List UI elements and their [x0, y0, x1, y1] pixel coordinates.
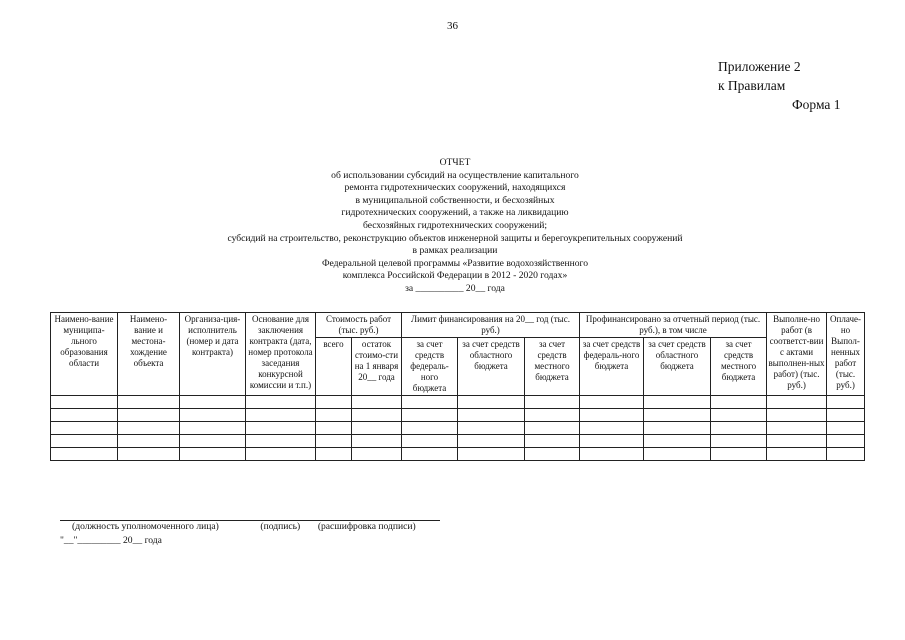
table-cell: [118, 448, 180, 461]
table-row: [51, 422, 865, 435]
table-cell: [118, 409, 180, 422]
table-cell: [458, 422, 525, 435]
table-cell: [580, 409, 644, 422]
appendix-block: [718, 57, 841, 114]
table-cell: [402, 396, 458, 409]
table-cell: [711, 422, 767, 435]
form-label: Форма 1: [792, 97, 841, 112]
table-cell: [525, 396, 580, 409]
title-line: ОТЧЕТ: [439, 157, 471, 168]
page-number: 36: [447, 20, 458, 32]
header-limit-federal: за счет средств федераль-ного бюджета: [402, 338, 458, 396]
table-cell: [644, 422, 711, 435]
table-cell: [525, 448, 580, 461]
title-line: об использовании субсидий на осуществление капитального: [331, 169, 579, 181]
table-cell: [580, 422, 644, 435]
report-table: [50, 312, 865, 461]
header-contractor: Организа-ция-исполнитель (номер и дата контракта): [180, 313, 246, 396]
table-cell: [827, 448, 865, 461]
table-cell: [458, 435, 525, 448]
table-cell: [580, 435, 644, 448]
table-row: [51, 435, 865, 448]
table-cell: [180, 396, 246, 409]
table-cell: [580, 396, 644, 409]
header-fin-federal: за счет средств федераль-ного бюджета: [580, 338, 644, 396]
table-row: [51, 448, 865, 461]
header-object: Наимено-вание и местона-хождение объекта: [118, 313, 180, 396]
signature-label: (подпись): [260, 521, 301, 532]
table-cell: [180, 422, 246, 435]
header-municipality: Наимено-вание муниципа-льного образования области: [51, 313, 118, 396]
report-title: [150, 157, 760, 296]
table-cell: [402, 435, 458, 448]
title-line: ремонта гидротехнических сооружений, находящихся: [344, 182, 566, 194]
table-cell: [180, 448, 246, 461]
table-cell: [118, 435, 180, 448]
title-line: в муниципальной собственности, и бесхозяйных: [355, 194, 555, 206]
title-line: гидротехнических сооружений, а также на ликвидацию: [341, 207, 569, 219]
table-cell: [51, 422, 118, 435]
table-cell: [316, 409, 352, 422]
position-label: (должность уполномоченного лица): [72, 521, 219, 532]
header-cost-total: всего: [316, 338, 352, 396]
table-cell: [767, 435, 827, 448]
table-cell: [402, 448, 458, 461]
table-cell: [118, 396, 180, 409]
table-cell: [352, 396, 402, 409]
table-cell: [51, 435, 118, 448]
table-cell: [180, 435, 246, 448]
table-cell: [316, 422, 352, 435]
table-cell: [711, 396, 767, 409]
table-cell: [644, 396, 711, 409]
table-cell: [458, 396, 525, 409]
title-line: Федеральной целевой программы «Развитие водохозяйственного: [321, 257, 589, 269]
signature-labels: [72, 521, 416, 532]
title-line: в рамках реализации: [412, 245, 498, 257]
table-cell: [246, 396, 316, 409]
header-basis: Основание для заключения контракта (дата, номер протокола заседания конкурсной комиссии и т.п.): [246, 313, 316, 396]
table-cell: [827, 435, 865, 448]
header-completed: Выполне-но работ (в соответст-вии с актами выполнен-ных работ) (тыс. руб.): [767, 313, 827, 396]
table-cell: [352, 409, 402, 422]
table-cell: [402, 422, 458, 435]
table-cell: [402, 409, 458, 422]
header-limit-local: за счет средств местного бюджета: [525, 338, 580, 396]
table-cell: [352, 422, 402, 435]
table-cell: [711, 409, 767, 422]
table-body: [51, 396, 865, 461]
table-cell: [458, 448, 525, 461]
header-cost-rest: остаток стоимо-сти на 1 января 20__ года: [352, 338, 402, 396]
table-cell: [827, 409, 865, 422]
table-cell: [644, 448, 711, 461]
table-cell: [644, 409, 711, 422]
table-row: [51, 396, 865, 409]
table-cell: [458, 409, 525, 422]
table-row: [51, 409, 865, 422]
table-cell: [180, 409, 246, 422]
appendix-line-1: Приложение 2: [718, 59, 801, 74]
table-cell: [525, 435, 580, 448]
date-line: "__"_________ 20__ года: [60, 535, 162, 546]
decode-label: (расшифровка подписи): [317, 521, 416, 532]
table-cell: [767, 448, 827, 461]
table-cell: [711, 435, 767, 448]
title-line: субсидий на строительство, реконструкцию объектов инженерной защиты и берегоукрепительных сооружений: [227, 232, 683, 244]
table-cell: [767, 409, 827, 422]
table-cell: [316, 435, 352, 448]
title-line: комплекса Российской Федерации в 2012 - 2020 годах»: [342, 270, 568, 282]
table-cell: [246, 448, 316, 461]
table-cell: [246, 435, 316, 448]
header-row: [51, 313, 865, 338]
table-cell: [525, 409, 580, 422]
table-cell: [525, 422, 580, 435]
title-line: бесхозяйных гидротехнических сооружений;: [362, 219, 548, 231]
header-fin-regional: за счет средств областного бюджета: [644, 338, 711, 396]
header-financed: Профинансировано за отчетный период (тыс. руб.), в том числе: [580, 313, 767, 338]
table-cell: [352, 448, 402, 461]
header-limit: Лимит финансирования на 20__ год (тыс. руб.): [402, 313, 580, 338]
table-cell: [316, 396, 352, 409]
table-cell: [51, 448, 118, 461]
table-cell: [51, 409, 118, 422]
table-cell: [711, 448, 767, 461]
table-cell: [246, 422, 316, 435]
table-cell: [316, 448, 352, 461]
table-cell: [827, 396, 865, 409]
table-cell: [644, 435, 711, 448]
title-line: за __________ 20__ года: [405, 282, 505, 294]
table-cell: [767, 396, 827, 409]
header-fin-local: за счет средств местного бюджета: [711, 338, 767, 396]
appendix-line-2: к Правилам: [718, 78, 786, 93]
header-cost: Стоимость работ (тыс. руб.): [316, 313, 402, 338]
table-cell: [827, 422, 865, 435]
table-cell: [118, 422, 180, 435]
table-cell: [352, 435, 402, 448]
header-paid: Оплаче-но Выпол-ненных работ (тыс. руб.): [827, 313, 865, 396]
table-cell: [580, 448, 644, 461]
table-cell: [767, 422, 827, 435]
table-cell: [51, 396, 118, 409]
table-cell: [246, 409, 316, 422]
header-limit-regional: за счет средств областного бюджета: [458, 338, 525, 396]
